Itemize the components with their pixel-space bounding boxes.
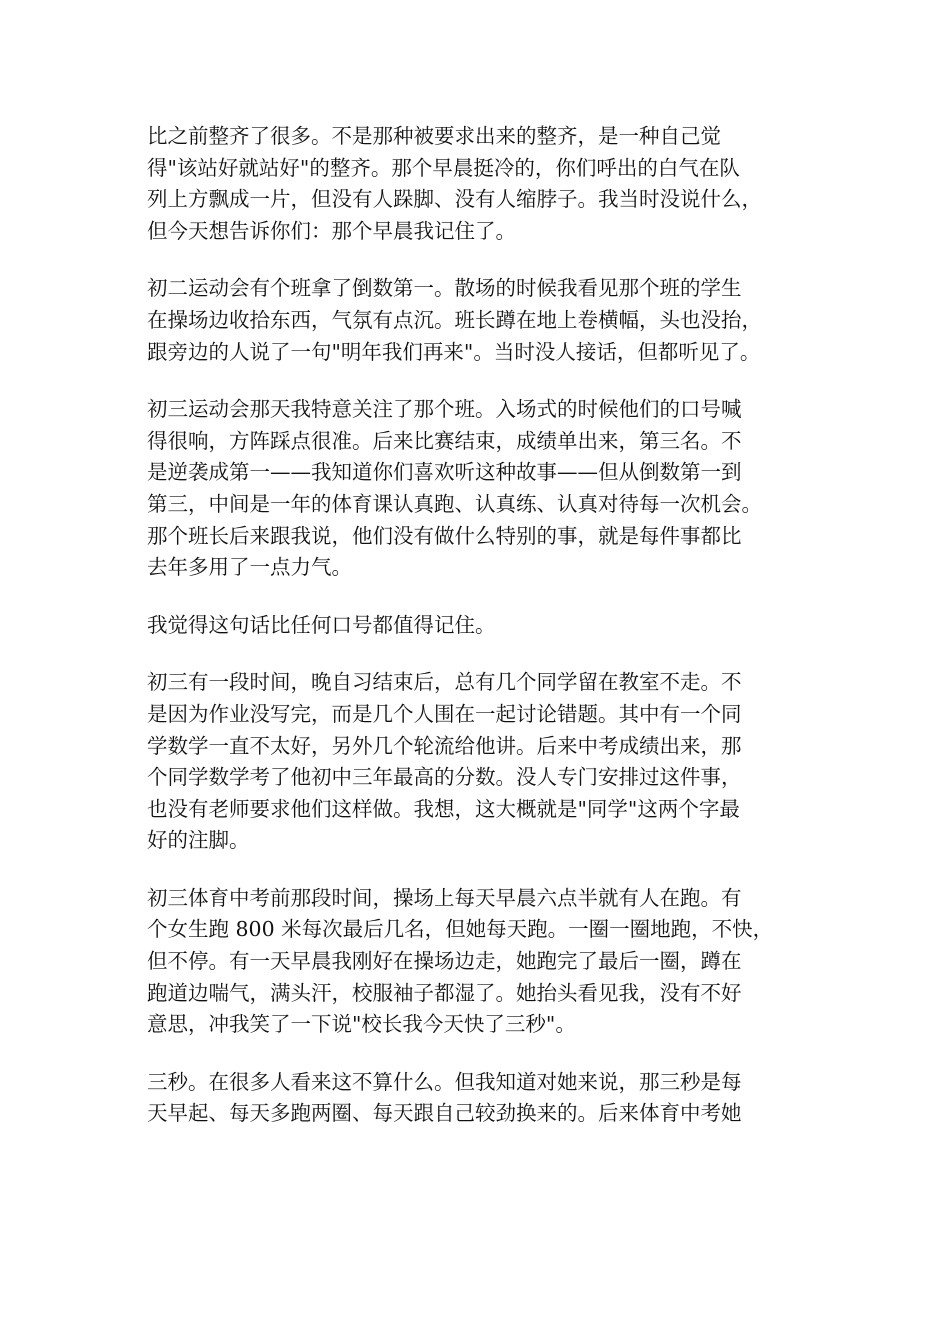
text-line: 跑道边喘气，满头汗，校服袖子都湿了。她抬头看见我，没有不好 — [147, 980, 742, 1005]
text-line: 是因为作业没写完，而是几个人围在一起讨论错题。其中有一个同 — [147, 701, 742, 726]
text-line: 意思，冲我笑了一下说"校长我今天快了三秒"。 — [147, 1012, 576, 1037]
text-line: 天早起、每天多跑两圈、每天跟自己较劲换来的。后来体育中考她 — [147, 1101, 742, 1126]
text-line: 初三有一段时间，晚自习结束后，总有几个同学留在教室不走。不 — [147, 670, 742, 695]
paragraph — [147, 394, 807, 584]
text-line: 学数学一直不太好，另外几个轮流给他讲。后来中考成绩出来，那 — [147, 733, 742, 758]
paragraph — [147, 883, 807, 1041]
text-line: 跟旁边的人说了一句"明年我们再来"。当时没人接话，但都听见了。 — [147, 339, 761, 364]
paragraph — [147, 610, 807, 642]
text-line: 也没有老师要求他们这样做。我想，这大概就是"同学"这两个字最 — [147, 796, 740, 821]
text-line: 但今天想告诉你们：那个早晨我记住了。 — [147, 218, 516, 243]
paragraph — [147, 1067, 807, 1130]
text-line: 三秒。在很多人看来这不算什么。但我知道对她来说，那三秒是每 — [147, 1069, 742, 1094]
text-line: 得"该站好就站好"的整齐。那个早晨挺冷的，你们呼出的白气在队 — [147, 155, 740, 180]
paragraph — [147, 667, 807, 857]
text-line: 那个班长后来跟我说，他们没有做什么特别的事，就是每件事都比 — [147, 523, 742, 548]
text-line: 在操场边收拾东西，气氛有点沉。班长蹲在地上卷横幅，头也没抬， — [147, 307, 762, 332]
text-line: 是逆袭成第一——我知道你们喜欢听这种故事——但从倒数第一到 — [147, 460, 742, 485]
text-line: 初三体育中考前那段时间，操场上每天早晨六点半就有人在跑。有 — [147, 885, 742, 910]
text-line: 列上方飘成一片，但没有人跺脚、没有人缩脖子。我当时没说什么， — [147, 187, 762, 212]
text-line: 个女生跑 800 米每次最后几名，但她每天跑。一圈一圈地跑，不快， — [147, 917, 774, 942]
text-line: 好的注脚。 — [147, 828, 250, 853]
text-line: 我觉得这句话比任何口号都值得记住。 — [147, 612, 496, 637]
text-line: 去年多用了一点力气。 — [147, 555, 352, 580]
text-line: 第三，中间是一年的体育课认真跑、认真练、认真对待每一次机会。 — [147, 491, 762, 516]
text-line: 初三运动会那天我特意关注了那个班。入场式的时候他们的口号喊 — [147, 397, 742, 422]
paragraph — [147, 273, 807, 368]
text-line: 个同学数学考了他初中三年最高的分数。没人专门安排过这件事， — [147, 765, 742, 790]
paragraph — [147, 121, 807, 247]
text-line: 得很响，方阵踩点很准。后来比赛结束，成绩单出来，第三名。不 — [147, 428, 742, 453]
text-line: 初二运动会有个班拿了倒数第一。散场的时候我看见那个班的学生 — [147, 276, 742, 301]
text-line: 比之前整齐了很多。不是那种被要求出来的整齐，是一种自己觉 — [147, 124, 721, 148]
text-line: 但不停。有一天早晨我刚好在操场边走，她跑完了最后一圈，蹲在 — [147, 949, 742, 974]
document-body — [147, 121, 807, 1156]
